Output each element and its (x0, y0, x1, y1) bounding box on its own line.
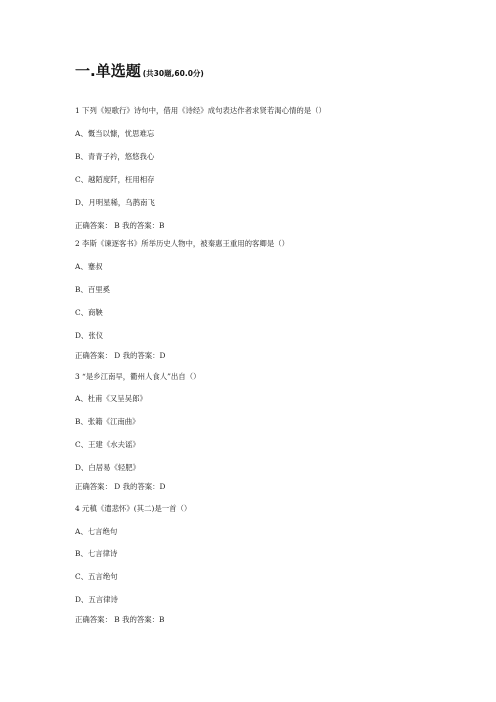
question-option: D、月明星稀，乌鹊南飞 (75, 198, 155, 207)
answer-line: 正确答案： B 我的答案：B (75, 615, 165, 624)
section-title-main: 一.单选题 (75, 62, 141, 80)
answer-line: 正确答案： D 我的答案：D (75, 351, 166, 360)
question-option: A、七言绝句 (75, 527, 118, 536)
question-stem: 3 “是乡江南早，衢州人食人”出自（） (75, 372, 201, 381)
question-option: B、七言律诗 (75, 549, 118, 558)
question-option: A、慨当以慷，忧思难忘 (75, 129, 155, 138)
question-option: B、青青子衿，悠悠我心 (75, 152, 155, 161)
section-title-subtitle: (共30题,60.0分) (142, 69, 204, 78)
answer-line: 正确答案： B 我的答案：B (75, 221, 165, 230)
question-option: C、王建《水夫谣》 (75, 440, 140, 449)
question-stem: 1 下列《短歌行》诗句中，借用《诗经》成句表达作者求贤若渴心情的是（） (75, 106, 326, 115)
question-option: C、五言绝句 (75, 572, 118, 581)
question-option: A、杜甫《又呈吴郎》 (75, 394, 147, 403)
question-option: B、百里奚 (75, 285, 110, 294)
answer-line: 正确答案： D 我的答案：D (75, 482, 166, 491)
question-option: C、越陌度阡，枉用相存 (75, 175, 155, 184)
question-option: B、张籍《江南曲》 (75, 417, 140, 426)
question-stem: 2 李斯《谏逐客书》所举历史人物中，被秦惠王重用的客卿是（） (75, 239, 289, 248)
question-stem: 4 元稹《遣悲怀》(其二)是一首（） (75, 504, 192, 513)
question-option: D、五言律诗 (75, 595, 118, 604)
question-option: A、蹇叔 (75, 262, 103, 271)
question-option: D、张仪 (75, 331, 104, 340)
question-option: C、商鞅 (75, 308, 103, 317)
section-title (75, 63, 204, 79)
question-option: D、白居易《轻肥》 (75, 463, 141, 472)
